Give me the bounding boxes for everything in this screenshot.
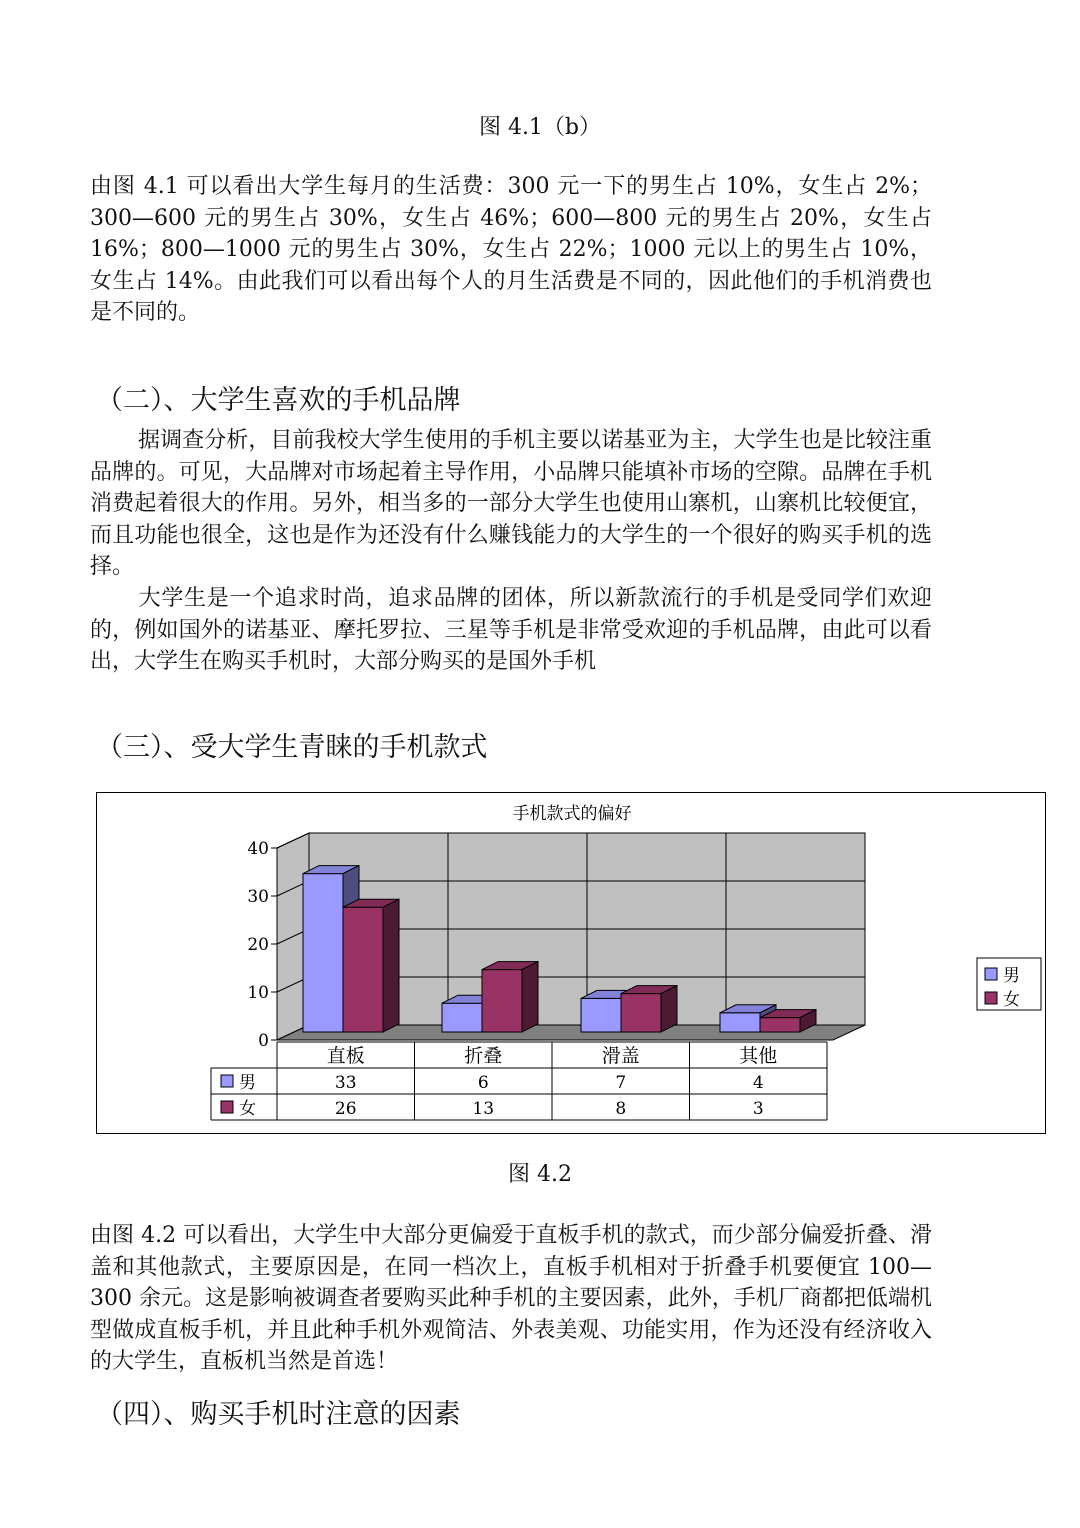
heading-purchase-factors: （四）、购买手机时注意的因素 <box>96 1399 461 1430</box>
data-label-男-直板: 33 <box>334 1073 357 1093</box>
paragraph-style-analysis: 由图 4.2 可以看出，大学生中大部分更偏爱于直板手机的款式，而少部分偏爱折叠、滑盖和其他款式，主要原因是，在同一档次上，直板手机相对于折叠手机要便宜 100—300 余元。这是影响被调查者要购买此种手机的主要因素，此外，手机厂商都把低端机型做成直板手机，并且此种手机外观简洁、外表美观、功能实用，作为还没有经济收入的大学生，直板机当然是首选！ <box>90 1223 932 1374</box>
table-series-label-女: 女 <box>239 1099 256 1119</box>
chart-title: 手机款式的偏好 <box>512 804 632 824</box>
bar-front <box>482 970 522 1032</box>
y-tick-label-30: 30 <box>247 887 269 907</box>
category-label-其他: 其他 <box>739 1045 778 1067</box>
bar-front <box>581 998 621 1032</box>
bar-side <box>661 986 677 1032</box>
bar-女-滑盖 <box>621 986 677 1032</box>
chart-legend <box>977 958 1041 1010</box>
legend-label-女: 女 <box>1003 990 1020 1010</box>
legend-swatch-男 <box>985 968 997 980</box>
data-label-女-其他: 3 <box>752 1099 764 1119</box>
bar-front <box>442 1003 482 1032</box>
bar-front <box>303 874 343 1032</box>
bar-front <box>760 1018 800 1032</box>
heading-phone-brands: （二）、大学生喜欢的手机品牌 <box>96 385 461 416</box>
paragraph-living-expenses: 由图 4.1 可以看出大学生每月的生活费：300 元一下的男生占 10%，女生占 2%；300—600 元的男生占 30%，女生占 46%；600—800 元的男生占 20%，女生占 16%；800—1000 元的男生占 30%，女生占 22%；1000 元以上的男生占 10%，女生占 14%。由此我们可以看出每个人的月生活费是不同的，因此他们的手机消费也是不同的。 <box>90 174 932 325</box>
data-label-男-滑盖: 7 <box>615 1073 627 1093</box>
data-label-女-滑盖: 8 <box>615 1099 627 1119</box>
legend-swatch-女 <box>985 992 997 1004</box>
category-label-折叠: 折叠 <box>464 1045 503 1067</box>
bar-front <box>720 1013 760 1032</box>
phone-style-chart-svg <box>97 793 1047 1135</box>
table-series-label-男: 男 <box>239 1073 256 1093</box>
paragraph-fashion-brands-text: 大学生是一个追求时尚，追求品牌的团体，所以新款流行的手机是受同学们欢迎的，例如国外的诺基亚、摩托罗拉、三星等手机是非常受欢迎的手机品牌，由此可以看出，大学生在购买手机时，大部分购买的是国外手机 <box>90 586 932 674</box>
y-tick-label-10: 10 <box>247 983 269 1003</box>
bar-女-折叠 <box>482 962 538 1032</box>
paragraph-fashion-brands <box>90 583 932 678</box>
y-tick-label-20: 20 <box>247 935 269 955</box>
data-label-女-折叠: 13 <box>472 1099 495 1119</box>
bar-女-直板 <box>343 899 399 1032</box>
category-label-直板: 直板 <box>326 1045 365 1067</box>
bar-side <box>383 899 399 1032</box>
paragraph-brand-analysis-text: 据调查分析，目前我校大学生使用的手机主要以诺基亚为主，大学生也是比较注重品牌的。可见，大品牌对市场起着主导作用，小品牌只能填补市场的空隙。品牌在手机消费起着很大的作用。另外，相当多的一部分大学生也使用山寨机，山寨机比较便宜，而且功能也很全，这也是作为还没有什么赚钱能力的大学生的一个很好的购买手机的选择。 <box>90 428 932 579</box>
heading-phone-styles: （三）、受大学生青睐的手机款式 <box>96 732 488 763</box>
figure-4-1b-caption: 图 4.1（b） <box>478 115 602 140</box>
data-label-女-直板: 26 <box>334 1099 357 1119</box>
bar-front <box>621 994 661 1032</box>
table-key-swatch-男 <box>221 1075 233 1087</box>
data-label-男-其他: 4 <box>752 1073 764 1093</box>
data-label-男-折叠: 6 <box>477 1073 489 1093</box>
y-tick-label-40: 40 <box>247 839 269 859</box>
paragraph-brand-analysis <box>90 425 932 583</box>
legend-label-男: 男 <box>1003 966 1020 986</box>
phone-style-chart <box>96 792 1046 1134</box>
table-key-swatch-女 <box>221 1101 233 1113</box>
category-label-滑盖: 滑盖 <box>601 1045 640 1067</box>
bar-front <box>343 907 383 1032</box>
bar-女-其他 <box>760 1010 816 1032</box>
bar-side <box>522 962 538 1032</box>
y-tick-label-0: 0 <box>258 1031 269 1051</box>
figure-4-2-caption: 图 4.2 <box>508 1162 572 1187</box>
chart-data-table <box>211 1042 827 1120</box>
